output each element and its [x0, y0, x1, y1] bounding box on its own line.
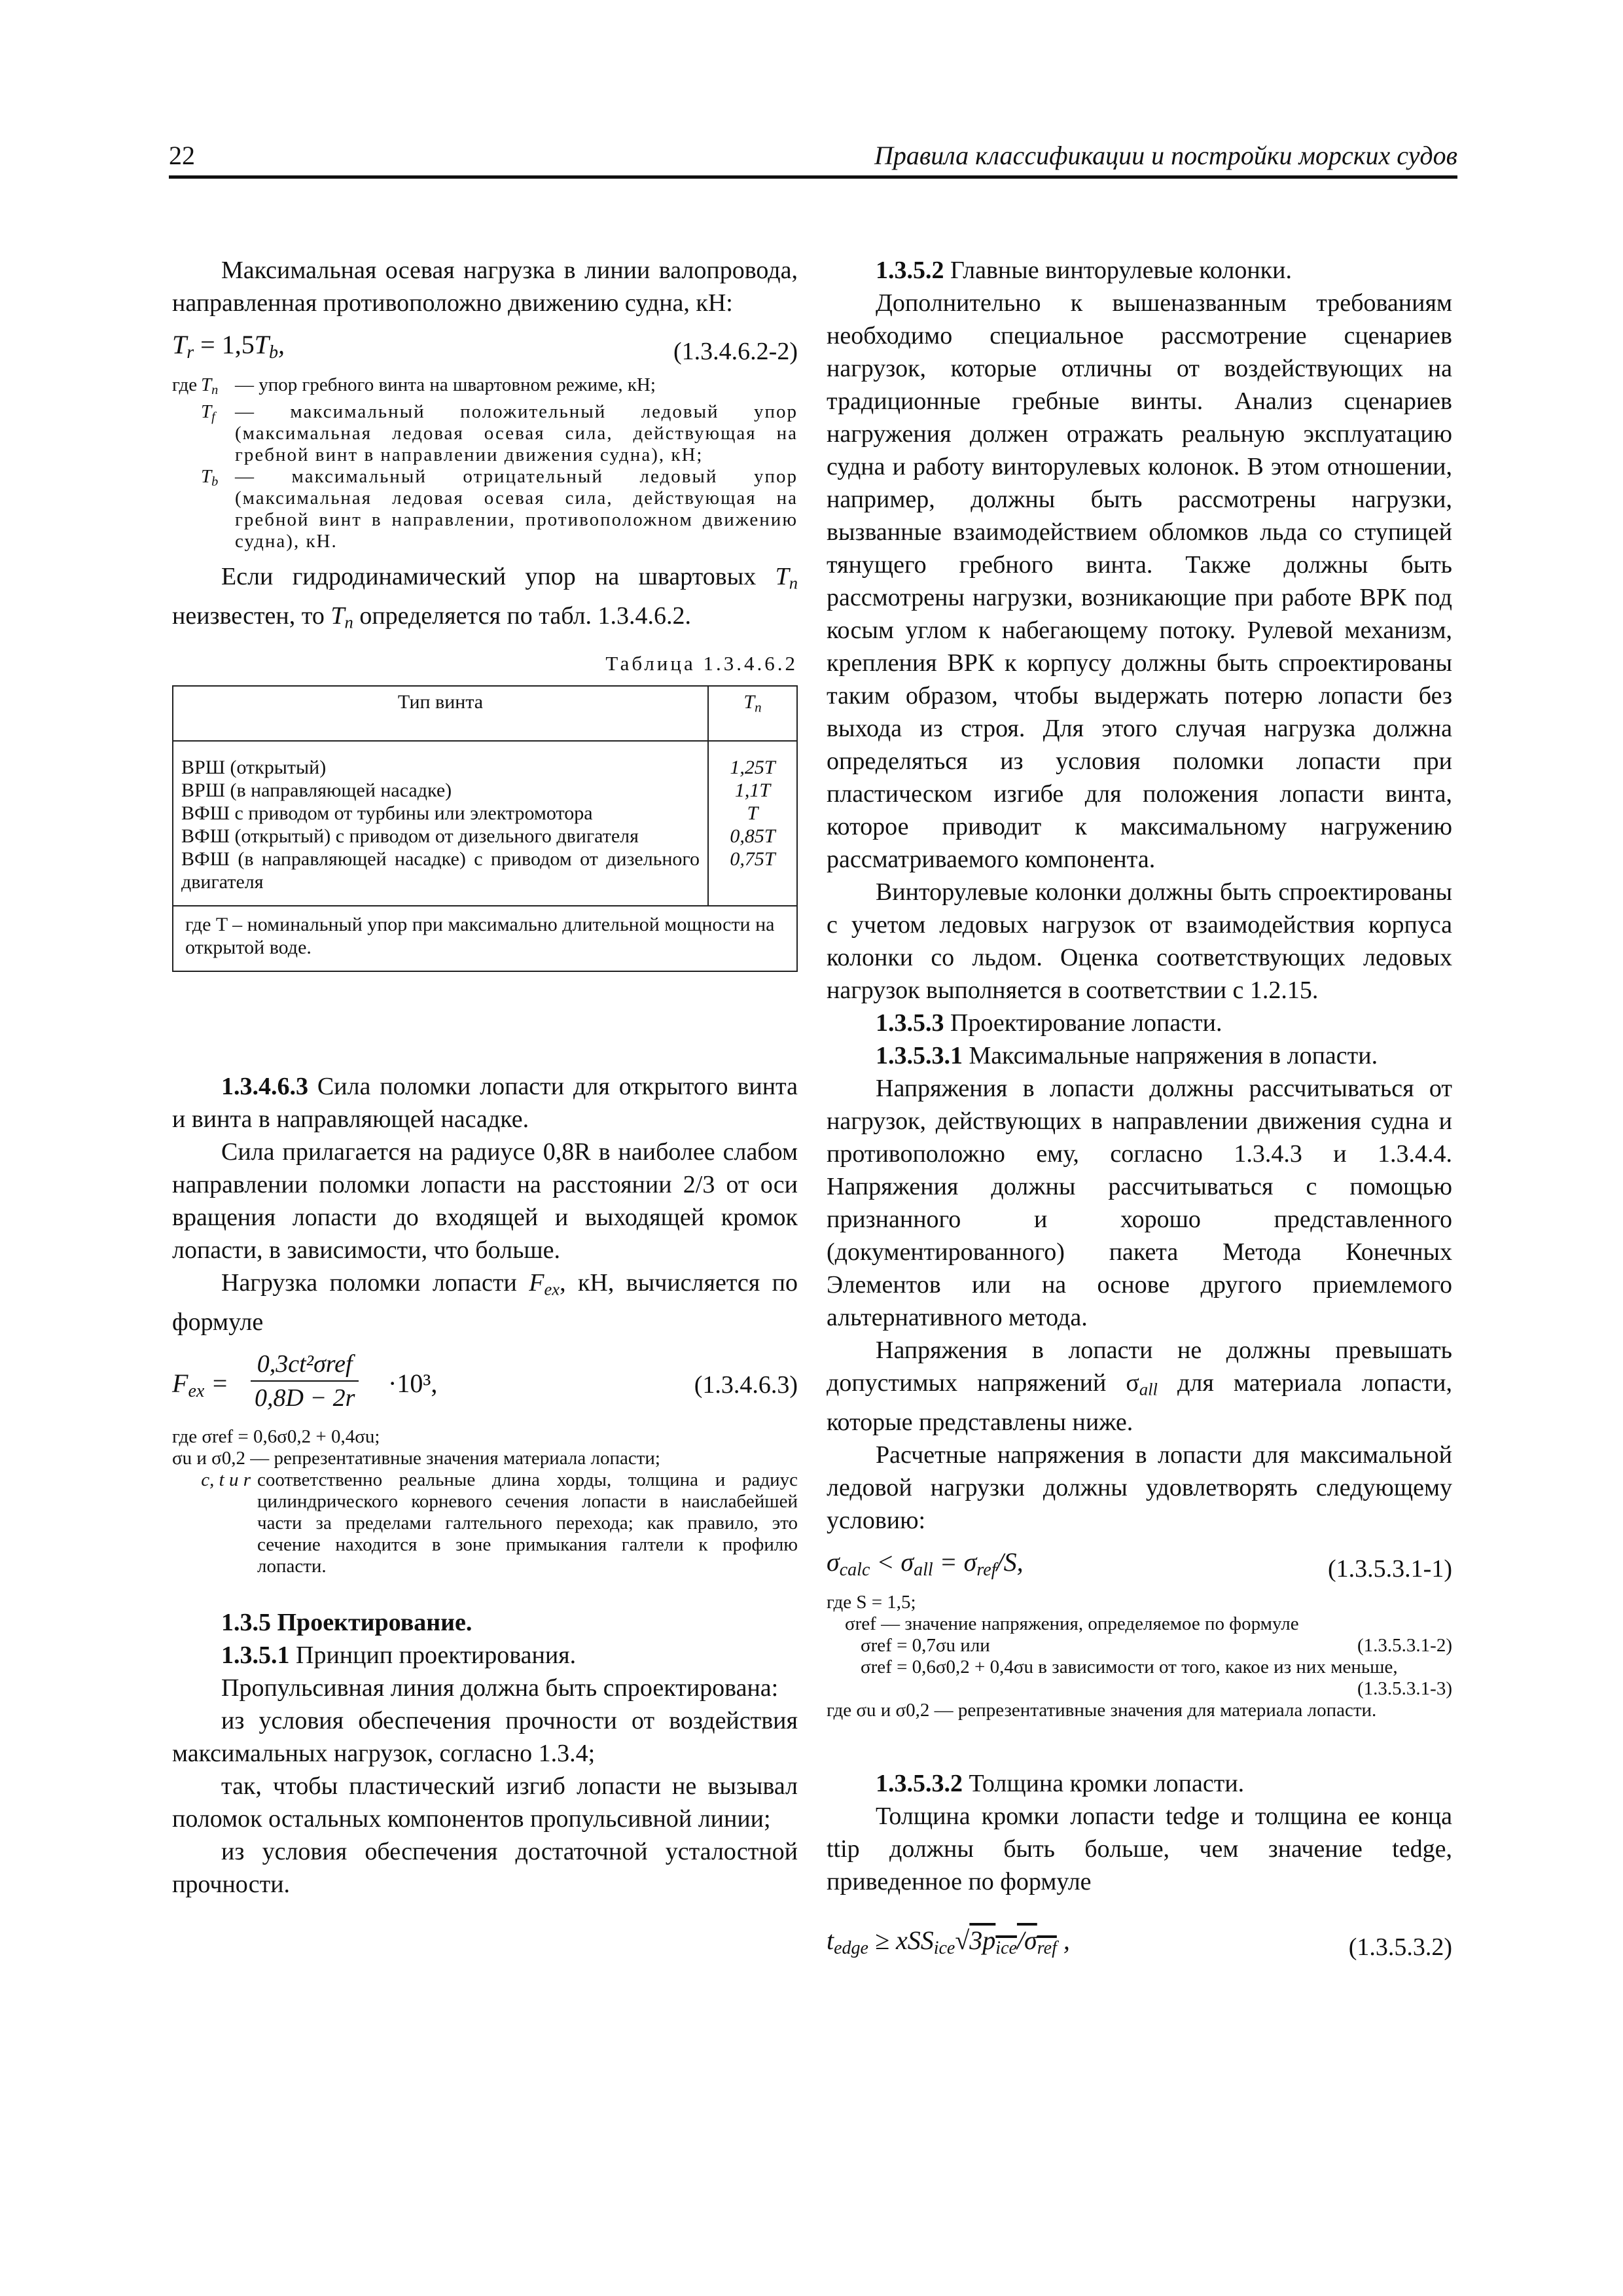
formula-1-3-5-3-1-1: $\sigma_{calc} < \sigma_{all} = \sigma_{ref}/S$, (1.3.5.3.1-1) [827, 1546, 1452, 1592]
where-list [172, 374, 798, 552]
where-item: c, t и r соответственно реальные длина хорды, толщина и радиус цилиндрического корневого сечения лопасти в наислабейшей части за пределами галтельного перехода; как правило, это сечение находится в зоне примыкания галтели к профилю лопасти. [201, 1469, 798, 1577]
formula-number: (1.3.5.3.1-1) [1328, 1554, 1452, 1583]
paragraph: Напряжения в лопасти не должны превышать допустимых напряжений $\sigma_{all}$ для материала лопасти, которые представлены ниже. [827, 1336, 1452, 1436]
where-item: где S = 1,5; [827, 1591, 916, 1613]
paragraph: Пропульсивная линия должна быть спроектирована: [221, 1674, 779, 1702]
table-cell: 1,1T [734, 780, 771, 802]
fraction-numerator: 0,3ct²σref [251, 1348, 359, 1382]
header-rule [169, 175, 1457, 179]
paragraph: Нагрузка поломки лопасти $F_{ex}$, кН, вычисляется по формуле [172, 1269, 798, 1336]
formula-number: (1.3.4.6.2-2) [673, 338, 798, 365]
propeller-table [172, 685, 798, 972]
table-note: где T – номинальный упор при максимально длительной мощности на открытой воде. [173, 906, 797, 971]
table-cell: ВРШ (открытый) [181, 757, 327, 779]
formula-1-3-4-6-3: $F_{ex}$ = 0,3ct²σref 0,8D − 2r ·10³, (1.3.4.6.3) [172, 1348, 798, 1426]
formula-number: (1.3.4.6.3) [694, 1371, 798, 1399]
table-note-row [173, 906, 797, 971]
table-cell: ВФШ (открытый) с приводом от дизельного двигателя [181, 825, 639, 848]
right-column [827, 254, 1452, 1970]
formula-1-3-4-6-2-2: $T_r = 1,5T_b$, (1.3.4.6.2-2) [172, 329, 798, 374]
page-number: 22 [169, 141, 195, 170]
section-heading: 1.3.5.3.2 Толщина кромки лопасти. [876, 1769, 1245, 1797]
table-cell: ВРШ (в направляющей насадке) [181, 780, 452, 802]
table-cell: ВФШ с приводом от турбины или электромотора [181, 802, 593, 825]
table-header-row [173, 686, 797, 741]
table-cell: T [747, 802, 758, 825]
section-heading: 1.3.5 Проектирование. [221, 1608, 473, 1636]
table-header-cell: $T_n$ [708, 686, 797, 741]
where-item: σref = 0,7σu или (1.3.5.3.1-2) [861, 1634, 1452, 1656]
table-cell: 0,75T [730, 848, 776, 870]
where-item: $T_b$ — максимальный отрицательный ледовый упор (максимальная ледовая осевая сила, действующая на гребной винт в направлении, противоположном движению судна), кН. [201, 466, 798, 552]
table-cell: ВФШ (в направляющей насадке) с приводом от дизельного двигателя [181, 848, 700, 893]
section-heading: 1.3.5.1 Принцип проектирования. [221, 1641, 577, 1669]
paragraph: Дополнительно к вышеназванным требованиям необходимо специальное рассмотрение сценариев нагрузок, которые отличны от воздействующих на традиционные гребные винты. Анализ сценариев нагружения должен отражать реальную эксплуатацию судна и работу винторулевых колонок. В этом отношении, например, должны быть рассмотрены нагрузки, вызванные взаимодействием обломков льда со ступицей тянущего гребного винта. Также должны быть рассмотрены нагрузки, возникающие при работе ВРК под косым углом к набегающему потоку. Рулевой механизм, крепления ВРК к корпусу должны быть спроектированы таким образом, чтобы выдержать потерю лопасти без выхода из строя. Для этого случая нагрузка должна определяться из условия поломки лопасти при пластическом изгибе для положения лопасти винта, которое приводит к максимальному нагружению рассматриваемого компонента. [827, 289, 1452, 873]
paragraph: Толщина кромки лопасти tedge и толщина ее конца ttip должны быть больше, чем значение tedge, приведенное по формуле [827, 1802, 1452, 1895]
where-item: (1.3.5.3.1-3) [1357, 1677, 1452, 1699]
running-title: Правила классификации и постройки морских судов [874, 141, 1457, 170]
paragraph: Максимальная осевая нагрузка в линии валопровода, направленная противоположно движению судна, кН: [172, 257, 798, 317]
table-header-cell: Тип винта [173, 686, 708, 741]
section-heading: 1.3.4.6.3 Сила поломки лопасти для открытого винта и винта в направляющей насадке. [172, 1073, 798, 1134]
paragraph: Напряжения в лопасти должны рассчитываться от нагрузок, действующих в направлении движения судна и противоположно ему, согласно 1.3.4.3 и 1.3.4.4. Напряжения должны рассчитываться с помощью признанного и хорошо представленного (документированного) пакета Метода Конечных Элементов или на основе другого приемлемого альтернативного метода. [827, 1075, 1452, 1331]
paragraph: Если гидродинамический упор на швартовых $T_n$ неизвестен, то $T_n$ определяется по табл. 1.3.4.6.2. [172, 563, 798, 632]
where-item: где $T_n$ — упор гребного винта на швартовном режиме, кН; [172, 374, 656, 398]
formula-number: (1.3.5.3.2) [1348, 1933, 1452, 1961]
left-column [172, 254, 798, 1901]
table-cell: 0,85T [730, 825, 776, 848]
section-heading: 1.3.5.3.1 Максимальные напряжения в лопасти. [876, 1042, 1378, 1069]
where-item: где σref = 0,6σ0,2 + 0,4σu; [172, 1426, 380, 1447]
paragraph: из условия обеспечения достаточной усталостной прочности. [172, 1837, 798, 1898]
paragraph: из условия обеспечения прочности от воздействия максимальных нагрузок, согласно 1.3.4; [172, 1706, 798, 1767]
where-list [827, 1592, 1452, 1721]
where-list [172, 1426, 798, 1577]
where-item: σu и σ0,2 — репрезентативные значения материала лопасти; [172, 1447, 660, 1469]
table-body [173, 741, 797, 906]
paragraph: так, чтобы пластический изгиб лопасти не вызывал поломок остальных компонентов пропульсивной линии; [172, 1772, 798, 1833]
table-title: Таблица 1.3.4.6.2 [605, 652, 798, 675]
where-item: $T_f$ — максимальный положительный ледовый упор (максимальная ледовая осевая сила, действующая на гребной винт в направлении движения судна), кН; [201, 401, 798, 466]
where-item: σref — значение напряжения, определяемое по формуле [845, 1613, 1299, 1634]
where-item: где σu и σ0,2 — репрезентативные значения для материала лопасти. [827, 1699, 1377, 1721]
paragraph: Расчетные напряжения в лопасти для максимальной ледовой нагрузки должны удовлетворять следующему условию: [827, 1441, 1452, 1534]
formula-lhs: T [172, 330, 187, 359]
formula-1-3-5-3-2: $t_{edge} \ge xSS_{ice}√3p_{ice}/\sigma_{ref}$ , (1.3.5.3.2) [827, 1924, 1452, 1970]
section-heading: 1.3.5.2 Главные винторулевые колонки. [876, 257, 1292, 284]
fraction-denominator: 0,8D − 2r [255, 1384, 355, 1412]
paragraph: Сила прилагается на радиусе 0,8R в наиболее слабом направлении поломки лопасти на расстоянии 2/3 от оси вращения лопасти до входящей и выходящей кромок лопасти, в зависимости, что больше. [172, 1138, 798, 1265]
where-item: σref = 0,6σ0,2 + 0,4σu в зависимости от того, какое из них меньше, [861, 1656, 1398, 1677]
table-cell: 1,25T [730, 757, 776, 779]
section-heading: 1.3.5.3 Проектирование лопасти. [876, 1009, 1222, 1037]
paragraph: Винторулевые колонки должны быть спроектированы с учетом ледовых нагрузок от взаимодействия корпуса колонки со льдом. Оценка соответствующих ледовых нагрузок выполняется в соответствии с 1.2.15. [827, 878, 1452, 1004]
